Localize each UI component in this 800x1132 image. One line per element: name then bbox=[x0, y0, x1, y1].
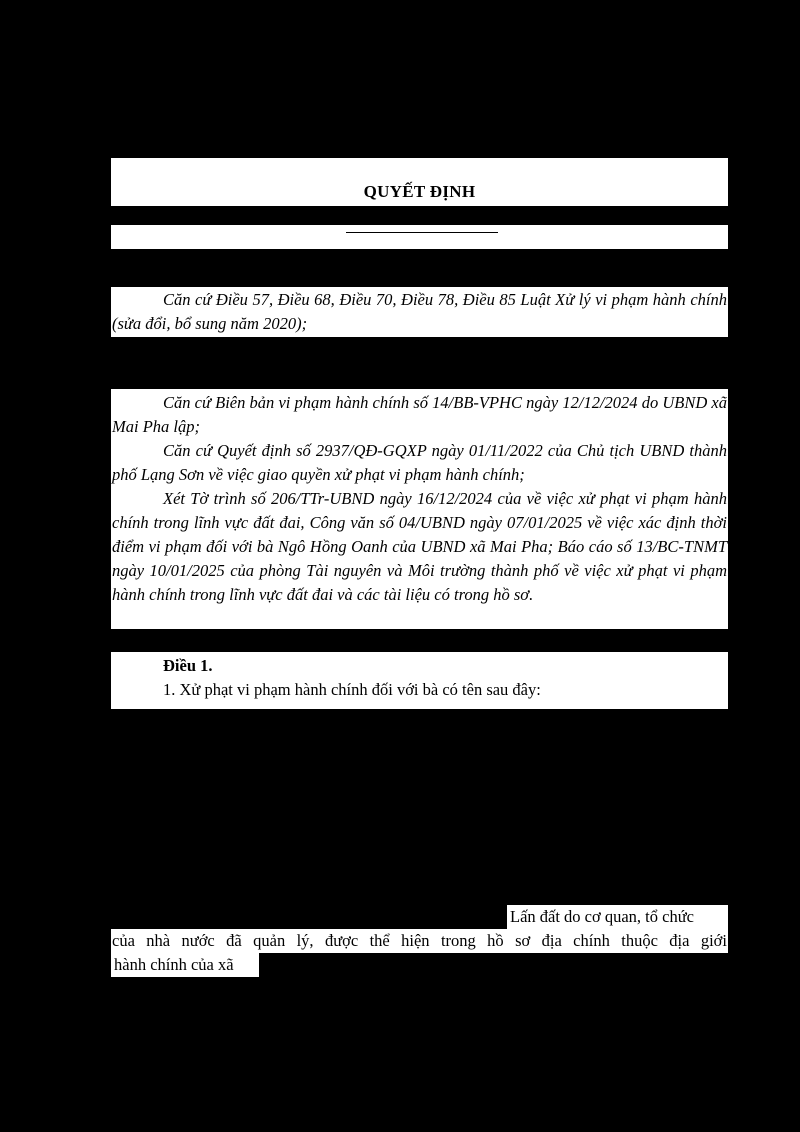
document-title: QUYẾT ĐỊNH bbox=[363, 182, 476, 201]
visible-fragment-3 bbox=[111, 953, 259, 977]
article-1-block bbox=[111, 652, 728, 709]
visible-fragment-1 bbox=[507, 905, 728, 929]
article-1-heading: Điều 1. bbox=[163, 656, 213, 675]
title-block bbox=[111, 158, 728, 206]
legal-basis-block-1 bbox=[111, 287, 728, 337]
legal-basis-law: Căn cứ Điều 57, Điều 68, Điều 70, Điều 78, Điều 85 Luật Xử lý vi phạm hành chính (sửa đổi, bổ sung năm 2020); bbox=[112, 290, 727, 333]
legal-basis-violation-record: Căn cứ Biên bản vi phạm hành chính số 14/BB-VPHC ngày 12/12/2024 do UBND xã Mai Pha lập; bbox=[112, 393, 727, 436]
title-divider-block bbox=[111, 225, 728, 249]
fragment-text-1: Lấn đất do cơ quan, tổ chức bbox=[510, 907, 694, 926]
legal-basis-block-2 bbox=[111, 389, 728, 629]
fragment-text-2: của nhà nước đã quản lý, được thể hiện trong hồ sơ địa chính thuộc địa giới bbox=[112, 931, 727, 950]
article-1-item-1: 1. Xử phạt vi phạm hành chính đối với bà có tên sau đây: bbox=[163, 680, 541, 699]
title-underline bbox=[346, 232, 498, 233]
visible-fragment-2 bbox=[111, 929, 728, 953]
legal-basis-reports: Xét Tờ trình số 206/TTr-UBND ngày 16/12/2024 của về việc xử phạt vi phạm hành chính trong lĩnh vực đất đai, Công văn số 04/UBND ngày 07/01/2025 về việc xác định thời điểm vi phạm đối với bà Ngô Hồng Oanh của UBND xã Mai Pha; Báo cáo số 13/BC-TNMT ngày 10/01/2025 của phòng Tài nguyên và Môi trường thành phố về việc xử phạt vi phạm hành chính trong lĩnh vực đất đai và các tài liệu có trong hồ sơ. bbox=[112, 489, 727, 604]
fragment-text-3: hành chính của xã bbox=[114, 955, 234, 974]
legal-basis-delegation: Căn cứ Quyết định số 2937/QĐ-GQXP ngày 01/11/2022 của Chủ tịch UBND thành phố Lạng Sơn về việc giao quyền xử phạt vi phạm hành chính; bbox=[112, 441, 727, 484]
